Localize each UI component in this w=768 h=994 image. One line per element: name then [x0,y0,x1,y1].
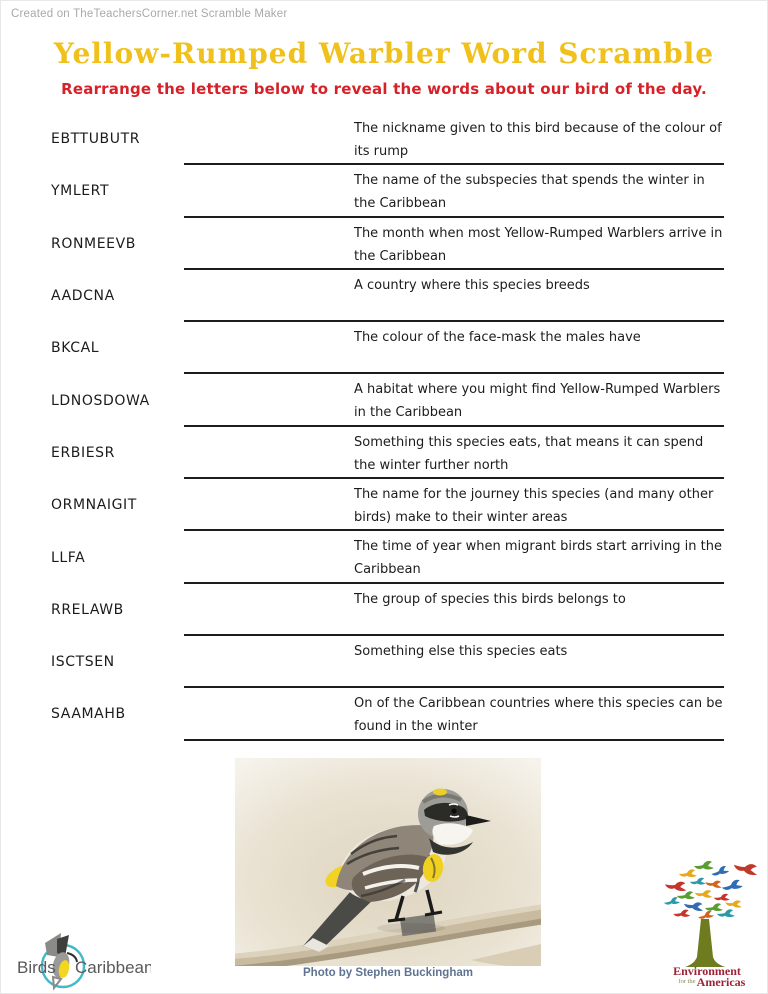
scramble-row [51,688,724,740]
birds-caribbean-logo [11,929,151,991]
clue-with-answer-line: The time of year when migrant birds start arriving in the Caribbean [184,531,724,583]
environment-americas-logo [657,851,761,991]
scramble-row [51,584,724,636]
scrambled-word: AADCNA [51,288,115,305]
clue-with-answer-line: Something this species eats, that means it can spend the winter further north [184,427,724,479]
scrambled-word: LDNOSDOWA [51,392,150,409]
efta-text-line3: Americas [696,975,746,989]
warbler-photo [235,758,541,966]
clue-with-answer-line: The name for the journey this species (and many other birds) make to their winter areas [184,479,724,531]
scramble-row [51,270,724,322]
scrambled-word: ISCTSEN [51,654,115,671]
clue-with-answer-line: The group of species this birds belongs to [184,584,724,636]
scrambled-word: ORMNAIGIT [51,497,137,514]
scrambled-word: EBTTUBUTR [51,131,141,148]
scramble-row [51,218,724,270]
scramble-row [51,531,724,583]
scramble-row [51,636,724,688]
scrambled-word: RRELAWB [51,601,124,618]
scrambled-word: SAAMAHB [51,706,126,723]
bc-text-left: Birds [17,958,56,977]
clue-with-answer-line: A habitat where you might find Yellow-Rumped Warblers in the Caribbean [184,374,724,426]
scramble-row [51,165,724,217]
page-title: Yellow-Rumped Warbler Word Scramble [53,37,715,70]
clue-with-answer-line: The name of the subspecies that spends the winter in the Caribbean [184,165,724,217]
scrambled-word: RONMEEVB [51,235,136,252]
efta-text-line1: Environment [673,964,741,978]
scramble-row [51,322,724,374]
clue-with-answer-line: The colour of the face-mask the males have [184,322,724,374]
clue-with-answer-line: A country where this species breeds [184,270,724,322]
clue-with-answer-line: The month when most Yellow-Rumped Warblers arrive in the Caribbean [184,218,724,270]
scramble-list [51,113,724,741]
scramble-row [51,113,724,165]
instructions-text: Rearrange the letters below to reveal the words about our bird of the day. [61,80,707,98]
efta-tree-icon [663,859,759,967]
efta-text-line2: for the [678,978,696,985]
attribution-text: Created on TheTeachersCorner.net Scramble Maker [11,8,288,20]
scrambled-word: ERBIESR [51,444,115,461]
scrambled-word: YMLERT [51,183,110,200]
bc-text-right: Caribbean [75,958,151,977]
scramble-row [51,479,724,531]
scrambled-word: BKCAL [51,340,100,357]
warbler-photo-illustration [235,758,541,966]
scramble-row [51,374,724,426]
scramble-row [51,427,724,479]
clue-with-answer-line: On of the Caribbean countries where this species can be found in the winter [184,688,724,740]
clue-with-answer-line: The nickname given to this bird because of the colour of its rump [184,113,724,165]
clue-with-answer-line: Something else this species eats [184,636,724,688]
scrambled-word: LLFA [51,549,86,566]
photo-credit: Photo by Stephen Buckingham [303,967,473,979]
